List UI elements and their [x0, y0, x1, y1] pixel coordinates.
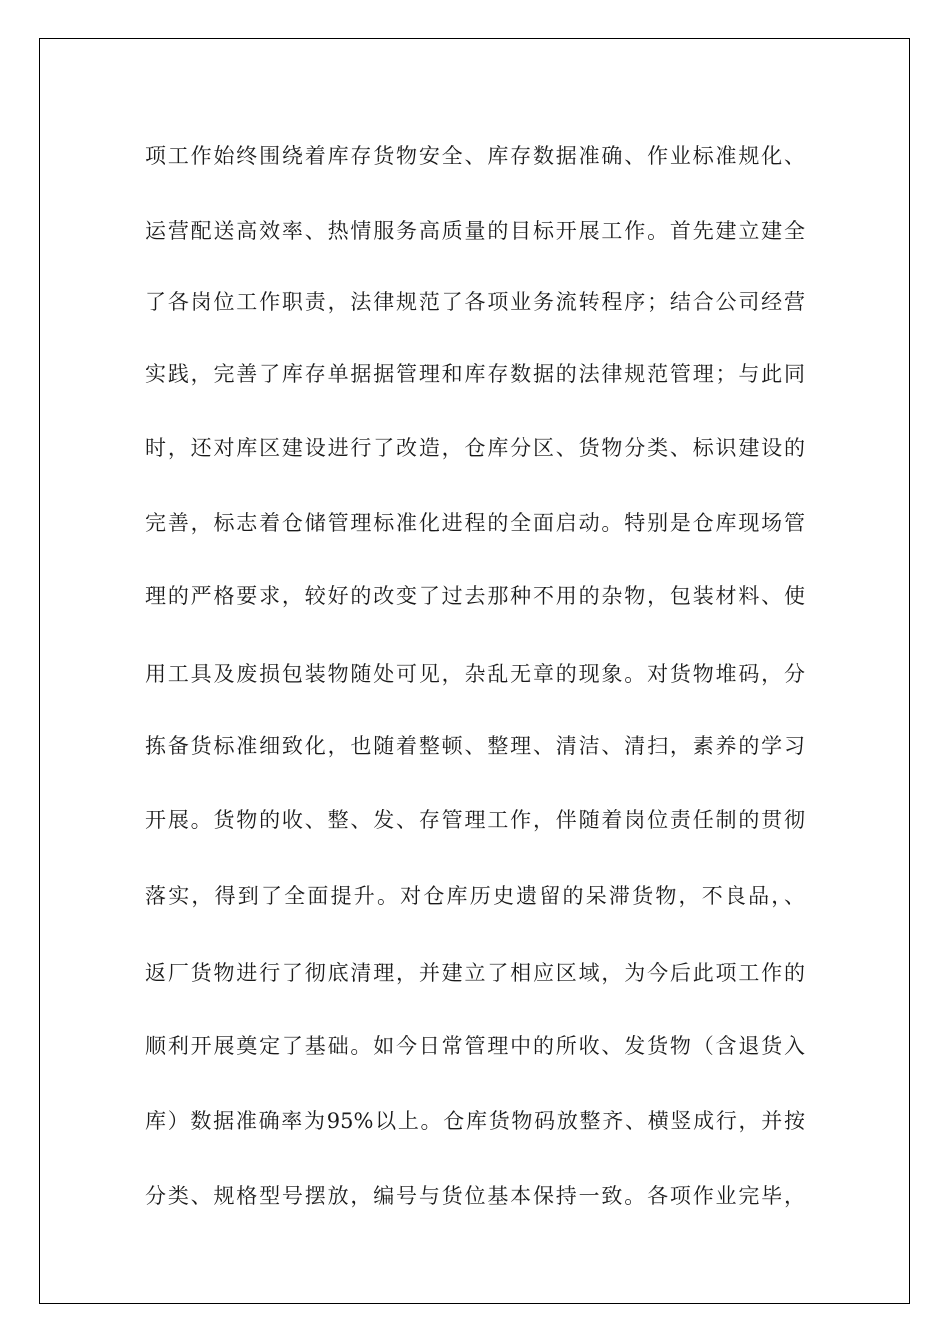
paragraph-line: 完善，标志着仓储管理标准化进程的全面启动。特别是仓库现场管 — [145, 511, 805, 535]
paragraph-line: 理的严格要求，较好的改变了过去那种不用的杂物，包装材料、使 — [145, 584, 805, 608]
paragraph-line: 开展。货物的收、整、发、存管理工作，伴随着岗位责任制的贯彻 — [145, 808, 805, 832]
paragraph-line: 落实，得到了全面提升。对仓库历史遗留的呆滞货物，不良品，、 — [145, 884, 805, 908]
paragraph-line: 返厂货物进行了彻底清理，并建立了相应区域，为今后此项工作的 — [145, 961, 805, 985]
paragraph-line: 用工具及废损包装物随处可见，杂乱无章的现象。对货物堆码，分 — [145, 662, 805, 686]
paragraph-line: 分类、规格型号摆放，编号与货位基本保持一致。各项作业完毕， — [145, 1184, 805, 1208]
paragraph-line: 了各岗位工作职责，法律规范了各项业务流转程序；结合公司经营 — [145, 290, 805, 314]
paragraph-line: 项工作始终围绕着库存货物安全、库存数据准确、作业标准规化、 — [145, 144, 805, 168]
paragraph-line: 实践，完善了库存单据据管理和库存数据的法律规范管理；与此同 — [145, 362, 805, 386]
paragraph-line: 拣备货标准细致化，也随着整顿、整理、清洁、清扫，素养的学习 — [145, 734, 805, 758]
paragraph-line: 库）数据准确率为95%以上。仓库货物码放整齐、横竖成行，并按 — [145, 1109, 805, 1133]
paragraph-line: 时，还对库区建设进行了改造，仓库分区、货物分类、标识建设的 — [145, 436, 805, 460]
paragraph-line: 顺利开展奠定了基础。如今日常管理中的所收、发货物（含退货入 — [145, 1034, 805, 1058]
paragraph-line: 运营配送高效率、热情服务高质量的目标开展工作。首先建立建全 — [145, 219, 805, 243]
